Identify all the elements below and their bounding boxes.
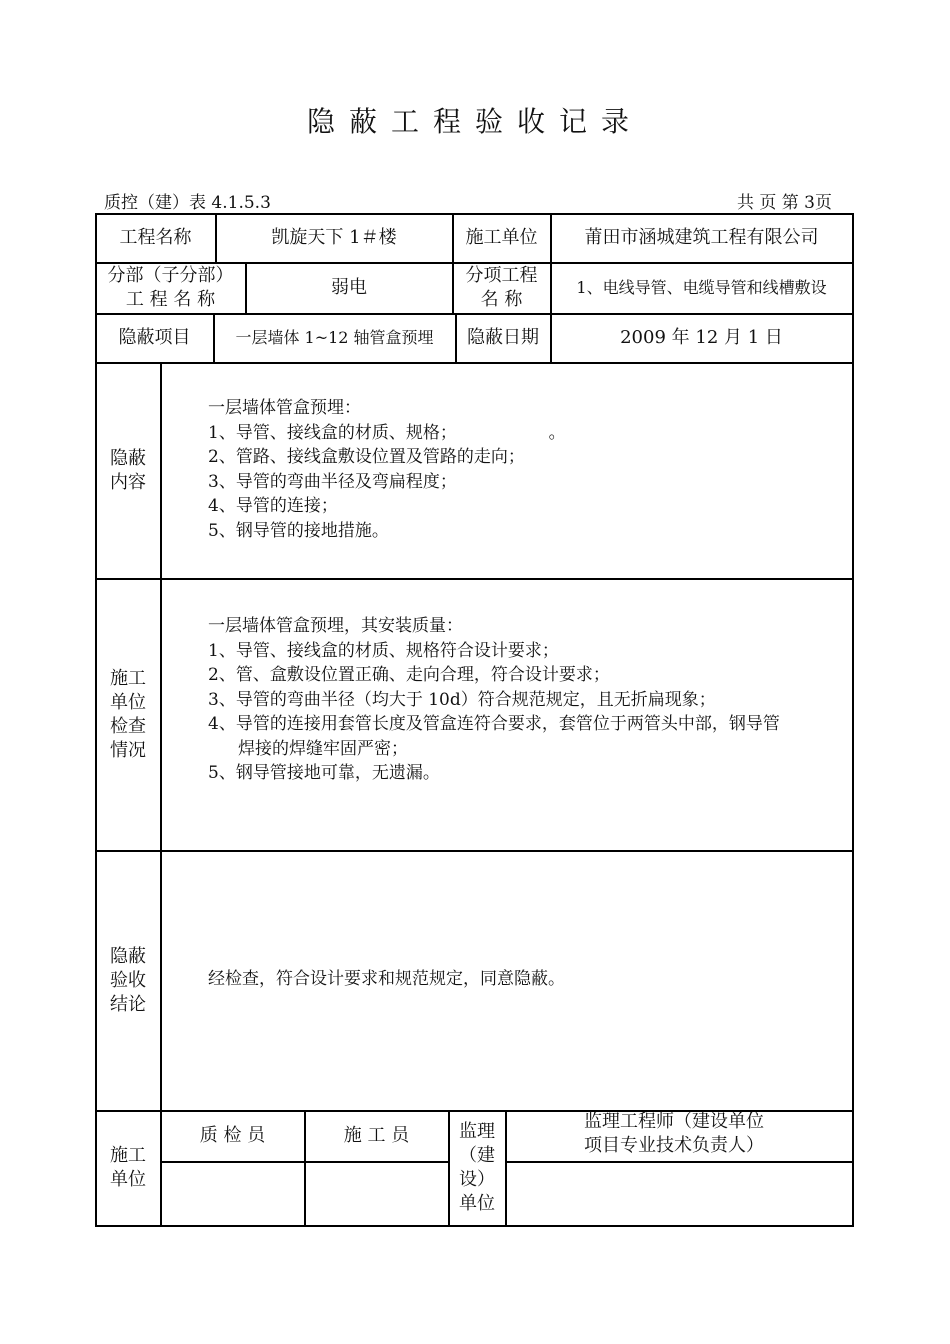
inspection-line: 5、钢导管接地可靠，无遗漏。 — [208, 763, 440, 783]
sign-unit-label-line: 施工 — [110, 1145, 146, 1166]
page-title: 隐蔽工程验收记录 — [306, 105, 643, 138]
content-label-line: 内容 — [110, 471, 146, 493]
page-info: 共 页 第 3页 — [736, 193, 832, 213]
supervisor-unit-label-line: 单位 — [459, 1193, 495, 1214]
inspection-line: 4、导管的连接用套管长度及管盒连符合要求，套管位于两管头中部，钢导管 — [208, 714, 780, 734]
sign-unit-label-line: 单位 — [110, 1169, 146, 1190]
border-label-col — [160, 362, 162, 1226]
concealed-item-label: 隐蔽项目 — [118, 327, 191, 348]
division-label-line1: 分部（子分部） — [107, 265, 234, 286]
conclusion-label — [96, 851, 160, 1110]
form-code: 质控（建）表 4.1.5.3 — [104, 193, 271, 213]
project-name-value: 凯旋天下 1＃楼 — [271, 227, 397, 248]
content-line: 1、导管、接线盒的材质、规格； 。 — [208, 422, 566, 443]
supervisor-unit-label — [449, 1111, 505, 1225]
inspection-label — [96, 579, 160, 850]
inspection-label-line: 单位 — [110, 691, 146, 713]
content-line: 4、导管的连接； — [208, 496, 338, 516]
inspection-line: 3、导管的弯曲半径（均大于 10d）符合规范规定，且无折扁现象； — [208, 689, 716, 710]
subitem-label-line2: 名 称 — [480, 289, 523, 310]
supervisor-unit-label-line: （建 — [459, 1145, 495, 1166]
subitem-value: 1、电线导管、电缆导管和线槽敷设 — [576, 278, 827, 297]
conclusion-text: 经检查，符合设计要求和规范规定，同意隐蔽。 — [208, 969, 565, 989]
content-label — [96, 363, 160, 578]
inspection-line: 1、导管、接线盒的材质、规格符合设计要求； — [208, 640, 559, 661]
engineer-signature[interactable] — [507, 1162, 852, 1225]
border-row3 — [95, 362, 854, 364]
qc-inspector-label: 质 检 员 — [199, 1125, 266, 1146]
contractor-value: 莆田市涵城建筑工程有限公司 — [584, 227, 819, 248]
content-line: 一层墙体管盒预埋： — [208, 398, 361, 418]
conclusion-label-line: 结论 — [110, 993, 146, 1015]
subitem-label — [453, 263, 550, 313]
contractor-label: 施工单位 — [465, 227, 538, 248]
border-bottom — [95, 1225, 854, 1227]
inspection-line: 一层墙体管盒预埋，其安装质量： — [208, 616, 463, 636]
inspection-line: 2、管、盒敷设位置正确、走向合理，符合设计要求； — [208, 665, 610, 685]
supervisor-unit-label-line: 设） — [459, 1169, 495, 1190]
division-label-line2: 工 程 名 称 — [125, 289, 216, 310]
engineer-label-line: 项目专业技术负责人） — [584, 1135, 764, 1156]
engineer-label-line: 监理工程师（建设单位 — [584, 1111, 764, 1132]
concealed-date-value: 2009 年 12 月 1 日 — [620, 327, 783, 348]
inspection-line: 焊接的焊缝牢固严密； — [238, 738, 408, 759]
supervisor-unit-label-line: 监理 — [459, 1121, 495, 1142]
border-inspection — [95, 850, 854, 852]
content-line: 3、导管的弯曲半径及弯扁程度； — [208, 471, 457, 492]
division-label — [96, 263, 245, 313]
content-line: 2、管路、接线盒敷设位置及管路的走向； — [208, 447, 525, 467]
inspection-label-line: 施工 — [110, 667, 146, 689]
subitem-label-line1: 分项工程 — [465, 265, 538, 286]
content-text — [208, 396, 566, 543]
builder-label: 施 工 员 — [343, 1125, 410, 1146]
concealed-date-label: 隐蔽日期 — [467, 327, 539, 348]
inspection-text — [208, 614, 780, 786]
sign-unit-label — [96, 1111, 160, 1225]
qc-inspector-signature[interactable] — [161, 1162, 304, 1225]
division-value: 弱电 — [331, 277, 367, 298]
conclusion-label-line: 隐蔽 — [110, 945, 146, 967]
engineer-label — [584, 1110, 764, 1158]
builder-signature[interactable] — [305, 1162, 448, 1225]
content-line: 5、钢导管的接地措施。 — [208, 520, 389, 541]
border-right — [852, 213, 854, 1227]
project-name-label: 工程名称 — [119, 227, 192, 248]
concealed-item-value: 一层墙体 1~12 轴管盒预埋 — [235, 328, 434, 347]
content-label-line: 隐蔽 — [110, 447, 146, 469]
conclusion-label-line: 验收 — [110, 969, 146, 991]
inspection-label-line: 情况 — [110, 739, 146, 761]
inspection-label-line: 检查 — [110, 715, 146, 737]
border-content — [95, 578, 854, 580]
